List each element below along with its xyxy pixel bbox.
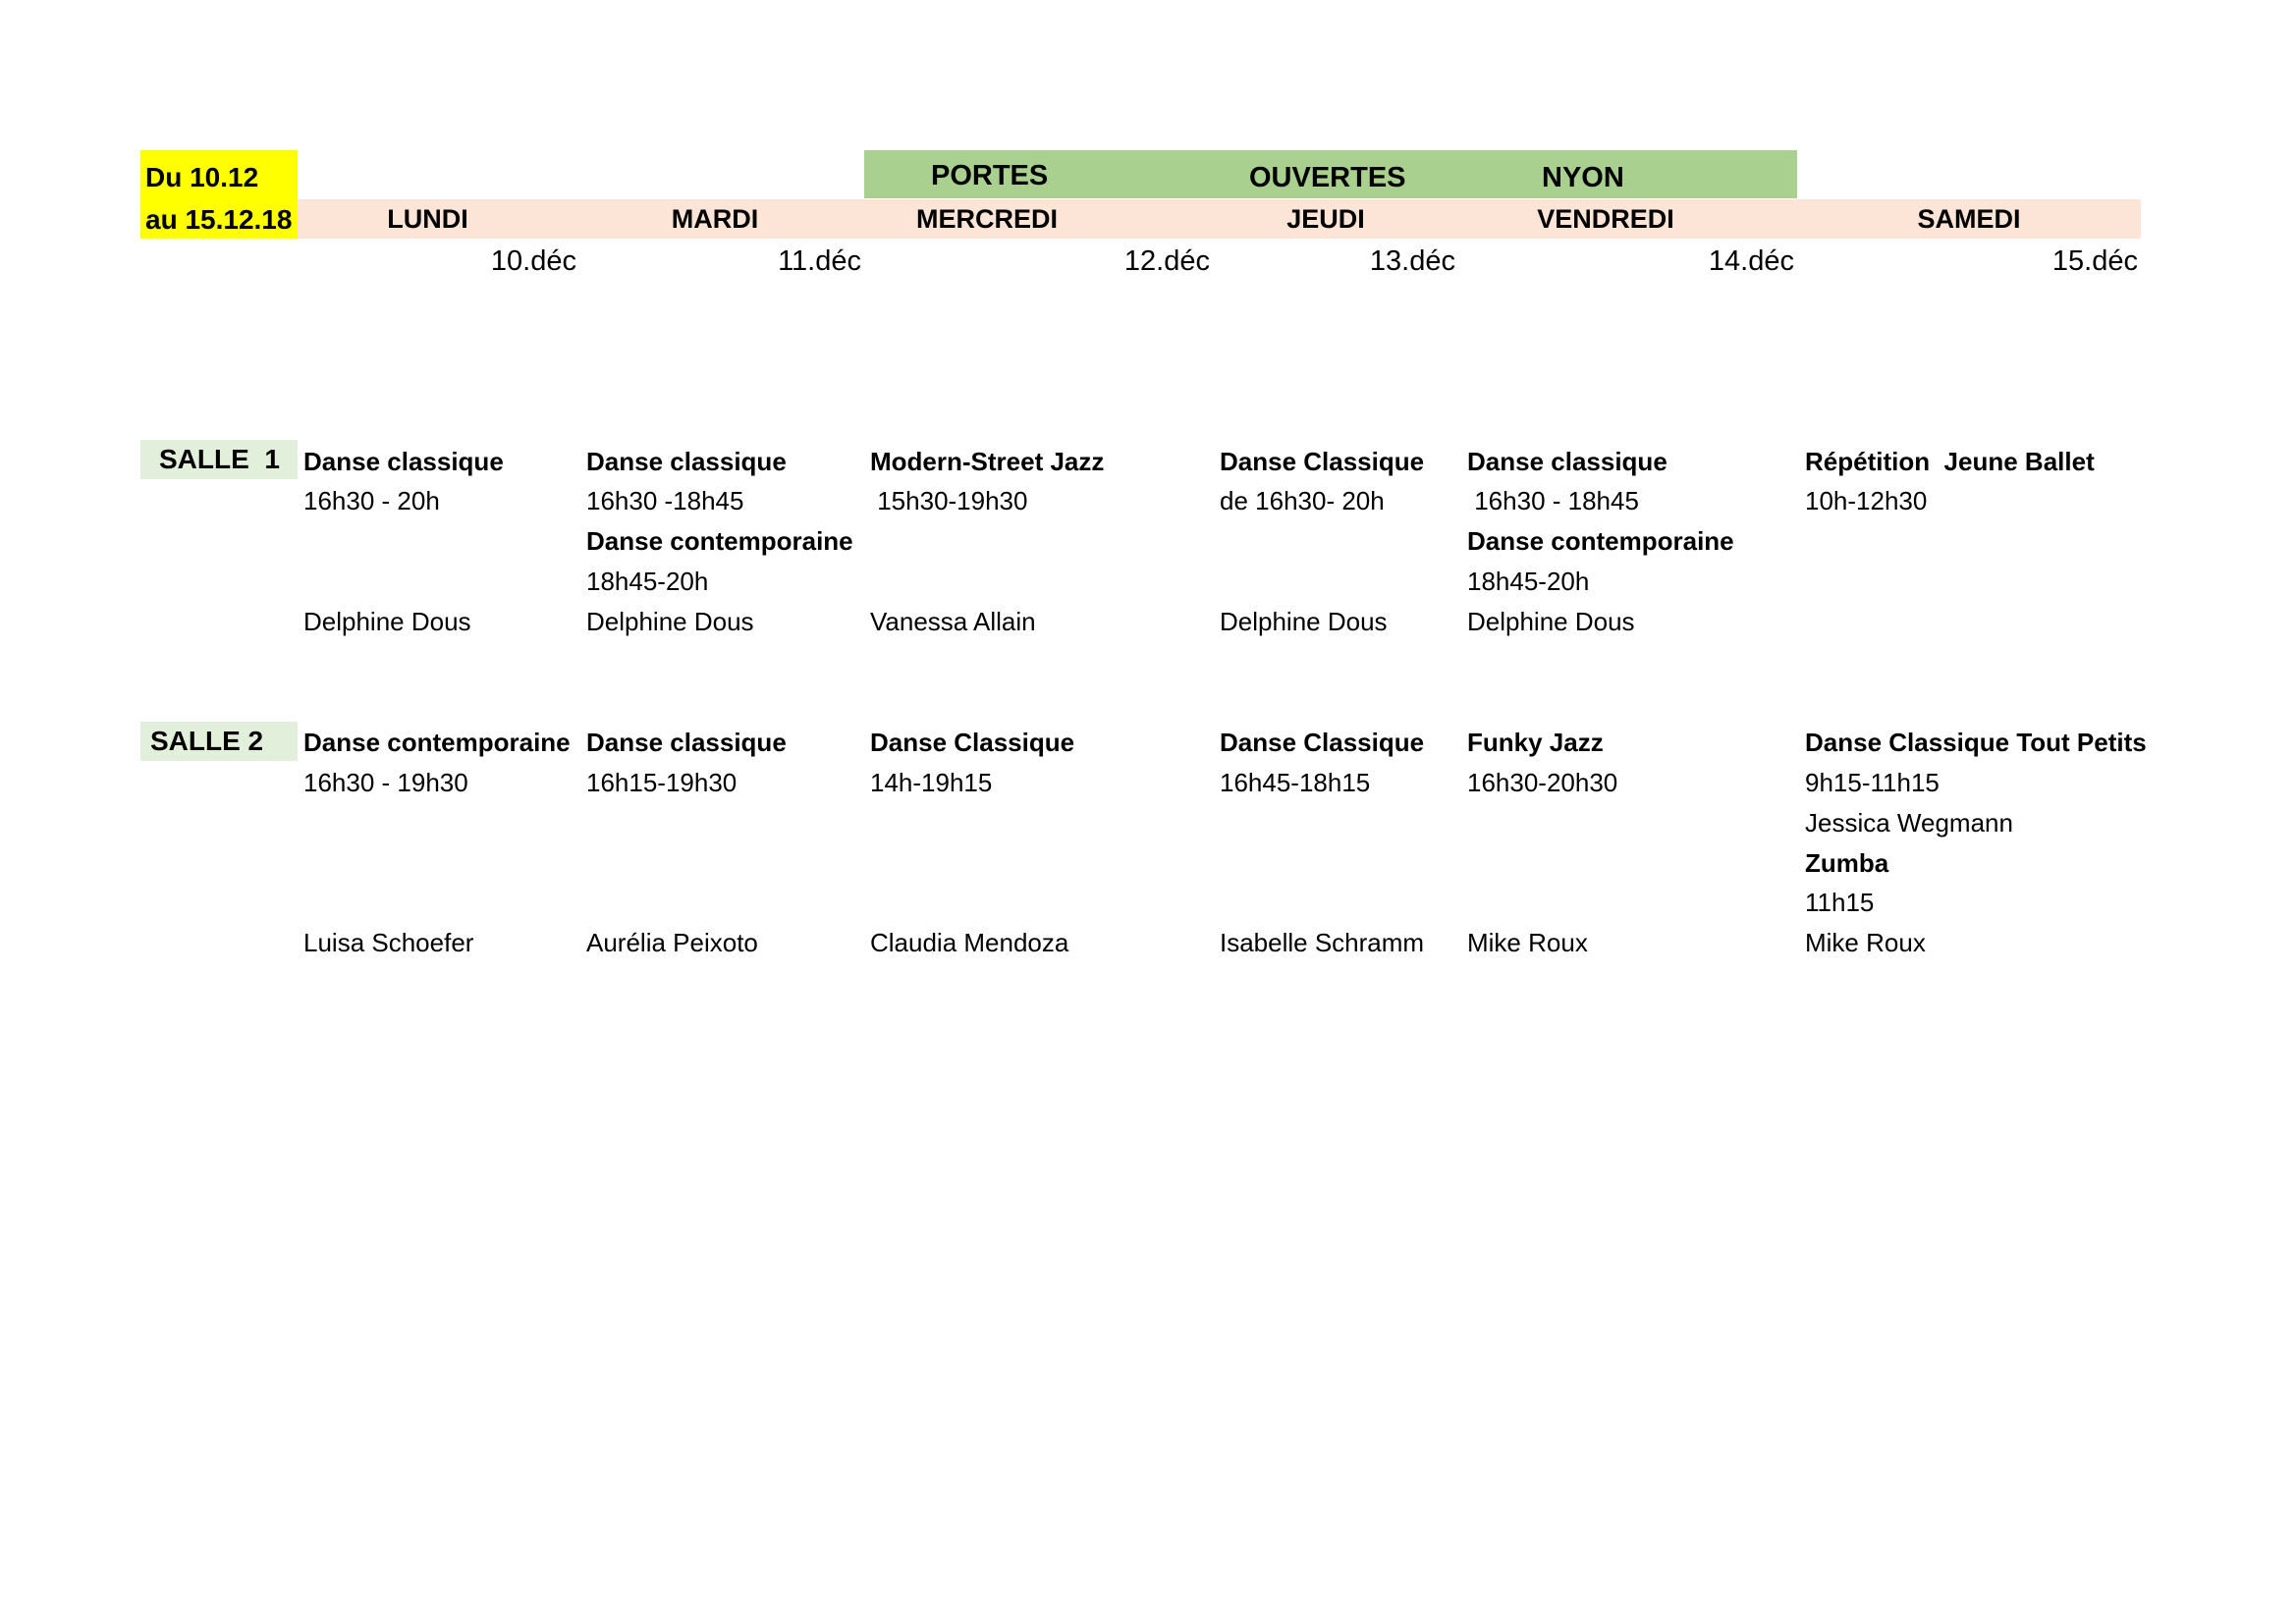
course-title: Danse classique xyxy=(1467,447,1667,476)
teacher-name: Mike Roux xyxy=(1805,928,1926,957)
course-time: 11h15 xyxy=(1805,888,1875,917)
teacher-name: Isabelle Schramm xyxy=(1220,928,1425,957)
teacher-name: Mike Roux xyxy=(1467,928,1588,957)
course-title: Danse classique xyxy=(586,447,787,476)
date-jeudi: 13.déc xyxy=(1369,245,1455,277)
course-time: 16h30 - 19h30 xyxy=(303,768,468,797)
room-name-salle-2: SALLE 2 xyxy=(150,726,264,756)
day-label-mardi: MARDI xyxy=(671,204,759,234)
course-time: 15h30-19h30 xyxy=(870,486,1028,515)
room-name-salle-1: SALLE 1 xyxy=(159,444,280,474)
date-vendredi: 14.déc xyxy=(1708,245,1794,277)
teacher-name: Delphine Dous xyxy=(1467,607,1635,636)
course-time: 16h30 - 20h xyxy=(303,486,440,515)
teacher-name: Aurélia Peixoto xyxy=(586,928,758,957)
course-title: Funky Jazz xyxy=(1467,728,1604,757)
teacher-name: Delphine Dous xyxy=(1220,607,1388,636)
course-title: Danse Classique xyxy=(870,728,1075,757)
period-start: Du 10.12 xyxy=(145,162,259,192)
course-title: Danse classique xyxy=(303,447,504,476)
course-title: Danse contemporaine xyxy=(1467,526,1734,556)
teacher-name: Delphine Dous xyxy=(586,607,754,636)
course-time: de 16h30- 20h xyxy=(1220,486,1385,515)
day-label-vendredi: VENDREDI xyxy=(1537,204,1674,234)
course-title: Modern-Street Jazz xyxy=(870,447,1105,476)
course-time: 14h-19h15 xyxy=(870,768,993,797)
course-time: 16h30-20h30 xyxy=(1467,768,1618,797)
teacher-name: Delphine Dous xyxy=(303,607,471,636)
course-title: Danse Classique xyxy=(1220,728,1425,757)
day-label-jeudi: JEUDI xyxy=(1286,204,1365,234)
day-label-samedi: SAMEDI xyxy=(1917,204,2021,234)
teacher-name: Jessica Wegmann xyxy=(1805,808,2013,838)
course-title: Danse contemporaine xyxy=(586,526,853,556)
banner-nyon: NYON xyxy=(1542,162,1624,193)
date-lundi: 10.déc xyxy=(490,245,576,277)
teacher-name: Vanessa Allain xyxy=(870,607,1036,636)
course-title: Danse Classique xyxy=(1220,447,1425,476)
teacher-name: Luisa Schoefer xyxy=(303,928,474,957)
date-samedi: 15.déc xyxy=(2051,245,2138,277)
course-time: 9h15-11h15 xyxy=(1805,768,1940,797)
day-label-lundi: LUNDI xyxy=(387,204,468,234)
banner-portes: PORTES xyxy=(931,160,1049,191)
date-mardi: 11.déc xyxy=(778,245,861,277)
course-time: 16h30 -18h45 xyxy=(586,486,744,515)
course-time: 16h30 - 18h45 xyxy=(1467,486,1639,515)
teacher-name: Claudia Mendoza xyxy=(870,928,1069,957)
banner-ouvertes: OUVERTES xyxy=(1249,162,1406,193)
course-title: Zumba xyxy=(1805,848,1889,878)
course-time: 18h45-20h xyxy=(586,567,709,596)
course-time: 10h-12h30 xyxy=(1805,486,1928,515)
course-title: Répétition Jeune Ballet xyxy=(1805,447,2095,476)
date-mercredi: 12.déc xyxy=(1123,245,1210,277)
course-title: Danse classique xyxy=(586,728,787,757)
day-label-mercredi: MERCREDI xyxy=(915,204,1058,234)
period-end: au 15.12.18 xyxy=(145,204,293,235)
course-time: 16h45-18h15 xyxy=(1220,768,1371,797)
course-time: 16h15-19h30 xyxy=(586,768,738,797)
course-title: Danse Classique Tout Petits xyxy=(1805,728,2147,757)
course-title: Danse contemporaine xyxy=(303,728,571,757)
course-time: 18h45-20h xyxy=(1467,567,1590,596)
